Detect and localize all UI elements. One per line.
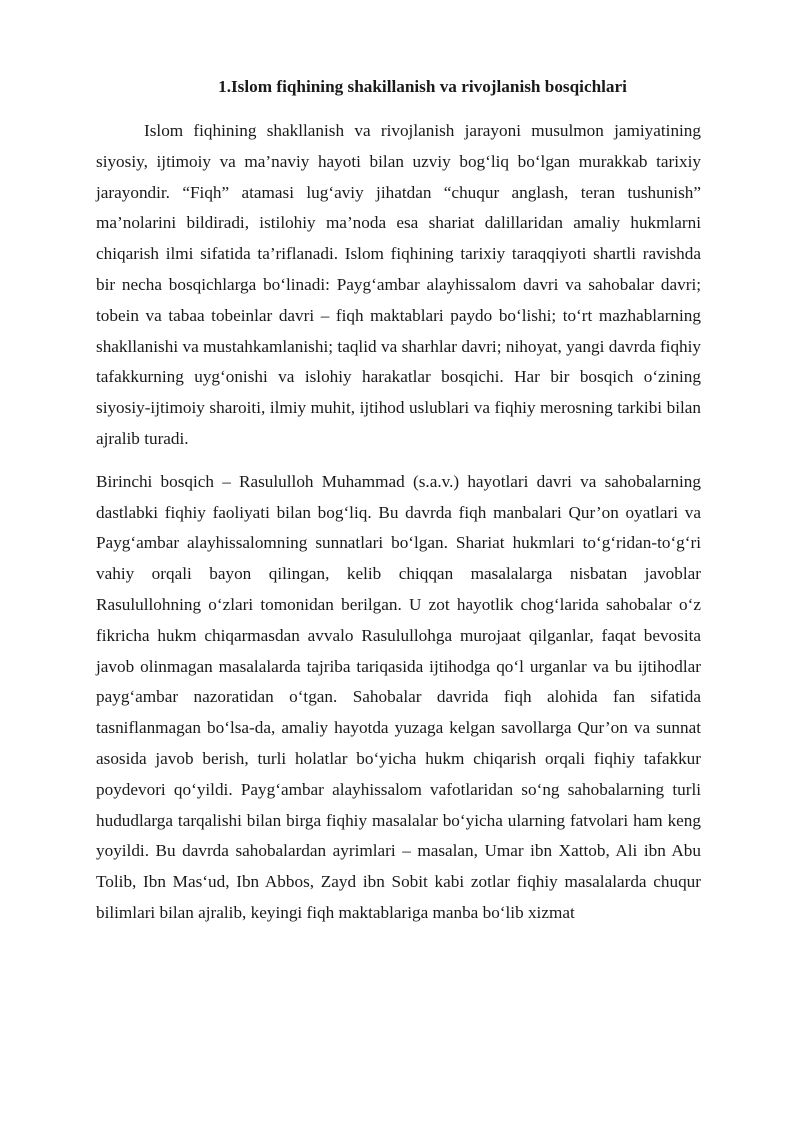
paragraph-first-stage: Birinchi bosqich – Rasululloh Muhammad (s.a.v.) hayotlari davri va sahobalarning dastlabki fiqhiy faoliyati bilan bog‘liq. Bu davrda fiqh manbalari Qur’on oyatlari va Payg‘ambar alayhissalomning sunnatlari bo‘lgan. Shariat hukmlari to‘g‘ridan-to‘g‘ri vahiy orqali bayon qilingan, kelib chiqqan masalalarga nisbatan javoblar Rasulullohning o‘zlari tomonidan berilgan. U zot hayotlik chog‘larida sahobalar o‘z fikricha hukm chiqarmasdan avvalo Rasulullohga murojaat qilganlar, faqat bevosita javob olinmagan masalalarda tajriba tariqasida ijtihodga qo‘l urganlar va bu ijtihodlar payg‘ambar nazoratidan o‘tgan. Sahobalar davrida fiqh alohida fan sifatida tasniflanmagan bo‘lsa-da, amaliy hayotda yuzaga kelgan savollarga Qur’on va sunnat asosida javob berish, turli holatlar bo‘yicha hukm chiqarish orqali fiqhiy tafakkur poydevori qo‘yildi. Payg‘ambar alayhissalom vafotlaridan so‘ng sahobalarning turli hududlarga tarqalishi bilan birga fiqhiy masalalar bo‘yicha ularning fatvolari ham keng yoyildi. Bu davrda sahobalardan ayrimlari – masalan, Umar ibn Xattob, Ali ibn Abu Tolib, Ibn Mas‘ud, Ibn Abbos, Zayd ibn Sobit kabi zotlar fiqhiy masalalarda chuqur bilimlari bilan ajralib, keyingi fiqh maktablariga manba bo‘lib xizmat	[96, 471, 701, 922]
section-title: 1.Islom fiqhining shakillanish va rivojlanish bosqichlari	[218, 77, 627, 96]
document-page	[96, 72, 701, 929]
paragraph-intro: Islom fiqhining shakllanish va rivojlanish jarayoni musulmon jamiyatining siyosiy, ijtimoiy va ma’naviy hayoti bilan uzviy bog‘liq bo‘lgan murakkab tarixiy jarayondir. “Fiqh” atamasi lug‘aviy jihatdan “chuqur anglash, teran tushunish” ma’nolarini bildiradi, istilohiy ma’noda esa shariat dalillaridan amaliy hukmlarni chiqarish ilmi sifatida ta’riflanadi. Islom fiqhining tarixiy taraqqiyoti shartli ravishda bir necha bosqichlarga bo‘linadi: Payg‘ambar alayhissalom davri va sahobalar davri; tobein va tabaa tobeinlar davri – fiqh maktablari paydo bo‘lishi; to‘rt mazhablarning shakllanishi va mustahkamlanishi; taqlid va sharhlar davri; nihoyat, yangi davrda fiqhiy tafakkurning uyg‘onishi va islohiy harakatlar bosqichi. Har bir bosqich o‘zining siyosiy-ijtimoiy sharoiti, ilmiy muhit, ijtihod uslublari va fiqhiy merosning tarkibi bilan ajralib turadi.	[96, 121, 701, 448]
